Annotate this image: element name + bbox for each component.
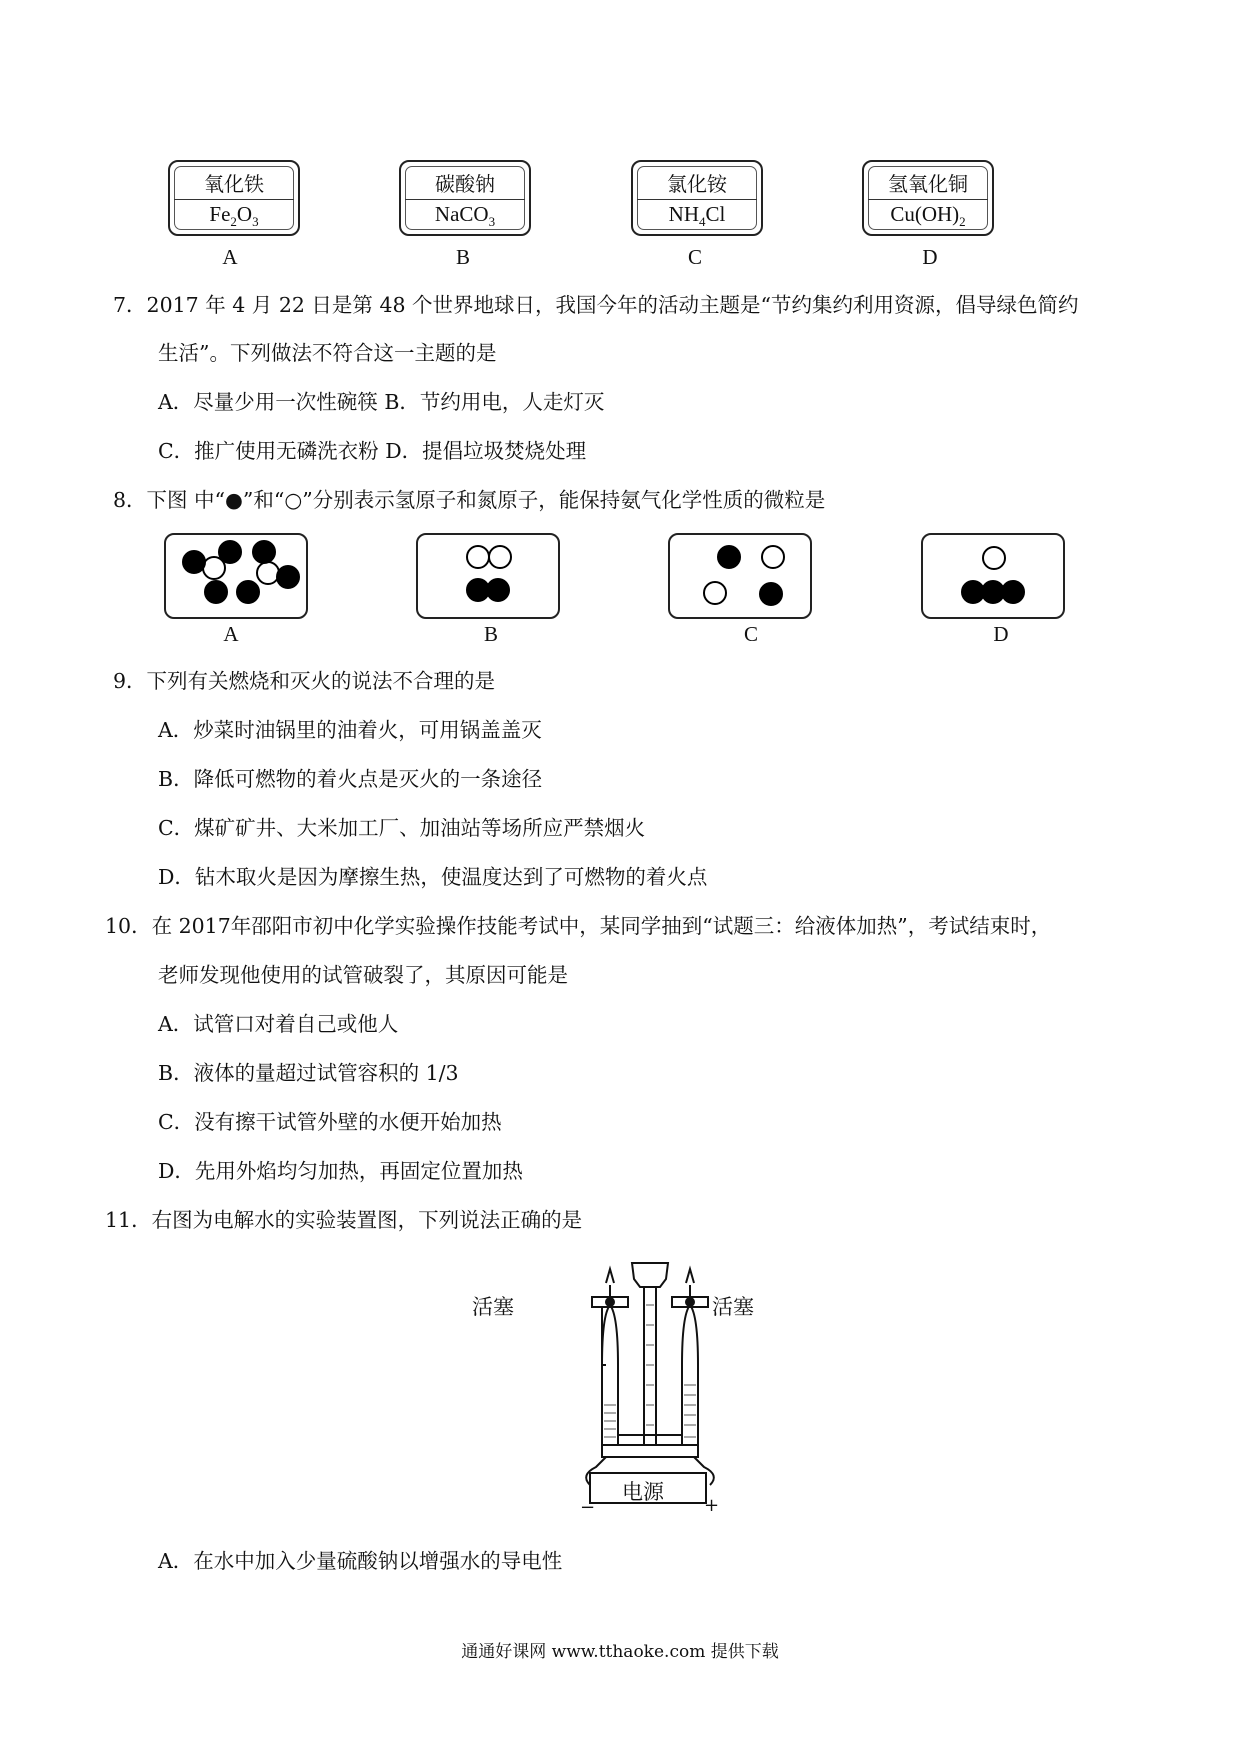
q6-label-c bbox=[631, 160, 763, 236]
reagent-name: 氢氧化铜 bbox=[888, 172, 968, 196]
q8-box-d bbox=[921, 533, 1065, 619]
q9-option-d: D．钻木取火是因为摩擦生热，使温度达到了可燃物的着火点 bbox=[158, 865, 708, 889]
q10-option-d: D．先用外焰均匀加热，再固定位置加热 bbox=[158, 1159, 523, 1183]
reagent-name: 氯化铵 bbox=[667, 172, 727, 196]
q8-box-a bbox=[164, 533, 308, 619]
q6-label-b bbox=[399, 160, 531, 236]
option-letter: C bbox=[687, 245, 702, 269]
q8-stem: 8．下图 中“●”和“○”分别表示氢原子和氮原子，能保持氨气化学性质的微粒是 bbox=[113, 488, 826, 512]
positive-terminal: + bbox=[704, 1495, 720, 1516]
q10-stem: 10．在 2017年邵阳市初中化学实验操作技能考试中，某同学抽到“试题三：给液体加热”，考试结束时， bbox=[105, 914, 1052, 938]
page-footer: 通通好课网 www.tthaoke.com 提供下载 bbox=[461, 1642, 779, 1662]
reagent-formula: $NH_4Cl$ bbox=[668, 202, 726, 230]
power-supply-label: 电源 bbox=[622, 1480, 664, 1504]
molecule-diagram bbox=[923, 535, 1063, 617]
stopcock-label-left: 活塞 bbox=[472, 1295, 514, 1319]
q6-label-a bbox=[168, 160, 300, 236]
negative-terminal: − bbox=[580, 1497, 596, 1518]
q7-stem: 7．2017 年 4 月 22 日是第 48 个世界地球日，我国今年的活动主题是“节约集约利用资源，倡导绿色简约 bbox=[113, 293, 1079, 317]
reagent-name: 碳酸钠 bbox=[435, 172, 495, 196]
reagent-formula: NaCO$_3$ bbox=[434, 202, 496, 230]
molecule-diagram bbox=[166, 535, 306, 617]
option-letter: A bbox=[222, 245, 238, 269]
reagent-formula: $Fe_2O_3$ bbox=[209, 202, 259, 230]
q7-options-row-1: A．尽量少用一次性碗筷 B．节约用电，人走灯灭 bbox=[158, 390, 605, 414]
q9-option-b: B．降低可燃物的着火点是灭火的一条途径 bbox=[158, 767, 543, 791]
q8-box-c bbox=[668, 533, 812, 619]
q9-stem: 9．下列有关燃烧和灭火的说法不合理的是 bbox=[113, 669, 496, 693]
electrolysis-apparatus-figure bbox=[472, 1255, 780, 1520]
option-letter: B bbox=[483, 622, 498, 646]
option-letter: D bbox=[922, 245, 938, 269]
q10-option-a: A．试管口对着自己或他人 bbox=[158, 1012, 399, 1036]
option-letter: B bbox=[455, 245, 470, 269]
q10-option-c: C．没有擦干试管外壁的水便开始加热 bbox=[158, 1110, 502, 1134]
option-letter: A bbox=[223, 622, 239, 646]
q10-option-b: B．液体的量超过试管容积的 1/3 bbox=[158, 1061, 459, 1085]
reagent-name: 氧化铁 bbox=[204, 172, 264, 196]
option-letter: C bbox=[743, 622, 758, 646]
q10-stem-cont: 老师发现他使用的试管破裂了，其原因可能是 bbox=[158, 963, 568, 987]
q9-option-c: C．煤矿矿井、大米加工厂、加油站等场所应严禁烟火 bbox=[158, 816, 646, 840]
q8-box-b bbox=[416, 533, 560, 619]
stopcock-label-right: 活塞 bbox=[712, 1295, 754, 1319]
molecule-diagram bbox=[670, 535, 810, 617]
q7-stem-cont: 生活”。下列做法不符合这一主题的是 bbox=[158, 341, 497, 365]
q11-option-a: A．在水中加入少量硫酸钠以增强水的导电性 bbox=[158, 1549, 563, 1573]
q7-options-row-2: C．推广使用无磷洗衣粉 D．提倡垃圾焚烧处理 bbox=[158, 439, 587, 463]
option-letter: D bbox=[993, 622, 1009, 646]
molecule-diagram bbox=[418, 535, 558, 617]
q6-label-d bbox=[862, 160, 994, 236]
reagent-formula: $Cu(OH)_2$ bbox=[890, 202, 966, 230]
q11-stem: 11．右图为电解水的实验装置图，下列说法正确的是 bbox=[105, 1208, 583, 1232]
q9-option-a: A．炒菜时油锅里的油着火，可用锅盖盖灭 bbox=[158, 718, 542, 742]
